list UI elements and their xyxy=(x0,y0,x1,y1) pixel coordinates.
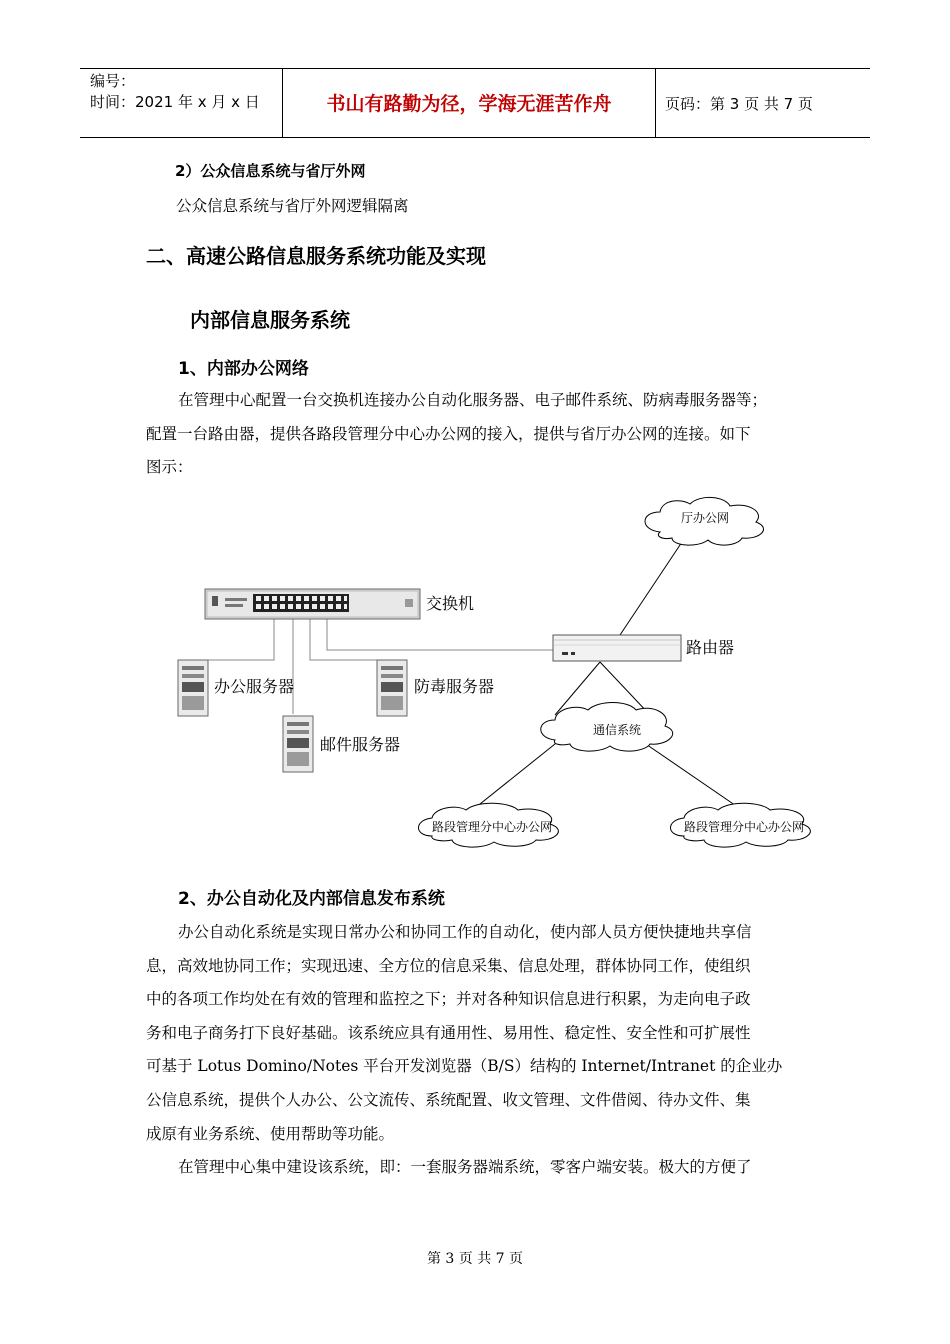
section-public-text: 公众信息系统与省厅外网逻辑隔离 xyxy=(176,197,409,215)
link-switch-router xyxy=(327,618,553,650)
paragraph-line: 在管理中心配置一台交换机连接办公自动化服务器、电子邮件系统、防病毒服务器等； xyxy=(178,391,768,409)
paragraph-line: 务和电子商务打下良好基础。该系统应具有通用性、易用性、稳定性、安全性和可扩展性 xyxy=(146,1023,751,1042)
mail-server-label: 邮件服务器 xyxy=(320,735,401,754)
switch-label: 交换机 xyxy=(426,594,475,613)
paragraph-line: 配置一台路由器，提供各路段管理分中心办公网的接入，提供与省厅办公网的连接。如下 xyxy=(146,424,751,443)
mail-server-device xyxy=(283,716,313,772)
header-divider xyxy=(655,69,656,137)
paragraph-line: 公信息系统，提供个人办公、公文流传、系统配置、收文管理、文件借阅、待办文件、集 xyxy=(146,1090,751,1109)
router-device xyxy=(553,635,681,661)
paragraph-line: 息，高效地协同工作；实现迅速、全方位的信息采集、信息处理，群体协同工作，使组织 xyxy=(146,956,751,975)
router-label: 路由器 xyxy=(686,638,735,657)
switch-device xyxy=(205,589,420,619)
antivirus-server-device xyxy=(377,660,407,716)
sub-center-right-label: 路段管理分中心办公网 xyxy=(684,820,805,834)
sub-center-left-label: 路段管理分中心办公网 xyxy=(432,820,553,834)
office-server-device xyxy=(178,660,208,716)
header-motto: 书山有路勤为径，学海无涯苦作舟 xyxy=(326,93,612,115)
comm-system-label: 通信系统 xyxy=(593,723,642,737)
link-comm-subcenter-right xyxy=(640,740,745,812)
antivirus-server-label: 防毒服务器 xyxy=(414,677,495,696)
header-page-number: 页码：第 3 页 共 7 页 xyxy=(665,95,813,113)
paragraph-line: 在管理中心集中建设该系统，即：一套服务器端系统，零客户端安装。极大的方便了 xyxy=(178,1158,752,1177)
link-comm-subcenter-left xyxy=(470,740,560,812)
header-meta xyxy=(90,71,260,113)
page-footer: 第 3 页 共 7 页 xyxy=(426,1251,524,1267)
page-header xyxy=(80,68,870,138)
section-public-heading: 2）公众信息系统与省厅外网 xyxy=(175,162,366,180)
link-router-dept-net xyxy=(620,530,690,635)
paragraph-line: 成原有业务系统、使用帮助等功能。 xyxy=(146,1124,395,1143)
chapter-subheading: 内部信息服务系统 xyxy=(190,308,350,332)
paragraph-line: 中的各项工作均处在有效的管理和监控之下；并对各种知识信息进行积累，为走向电子政 xyxy=(146,990,751,1009)
paragraph-line: 图示： xyxy=(146,458,193,477)
chapter-heading: 二、高速公路信息服务系统功能及实现 xyxy=(146,244,486,268)
paragraph-line: 可基于 Lotus Domino/Notes 平台开发浏览器（B/S）结构的 Internet/Intranet 的企业办 xyxy=(146,1057,783,1076)
section-oa-heading: 2、办公自动化及内部信息发布系统 xyxy=(178,889,445,909)
header-time: 时间：2021 年 x 月 x 日 xyxy=(90,93,260,111)
dept-office-net-label: 厅办公网 xyxy=(681,511,730,525)
paragraph-line: 办公自动化系统是实现日常办公和协同工作的自动化，使内部人员方便快捷地共享信 xyxy=(178,923,752,941)
section-office-network-heading: 1、内部办公网络 xyxy=(178,359,309,379)
header-number: 编号： xyxy=(90,72,136,90)
section-oa-paragraph xyxy=(146,916,811,1185)
office-server-label: 办公服务器 xyxy=(214,677,295,696)
network-diagram xyxy=(0,490,950,860)
section-office-network-paragraph xyxy=(146,384,811,485)
